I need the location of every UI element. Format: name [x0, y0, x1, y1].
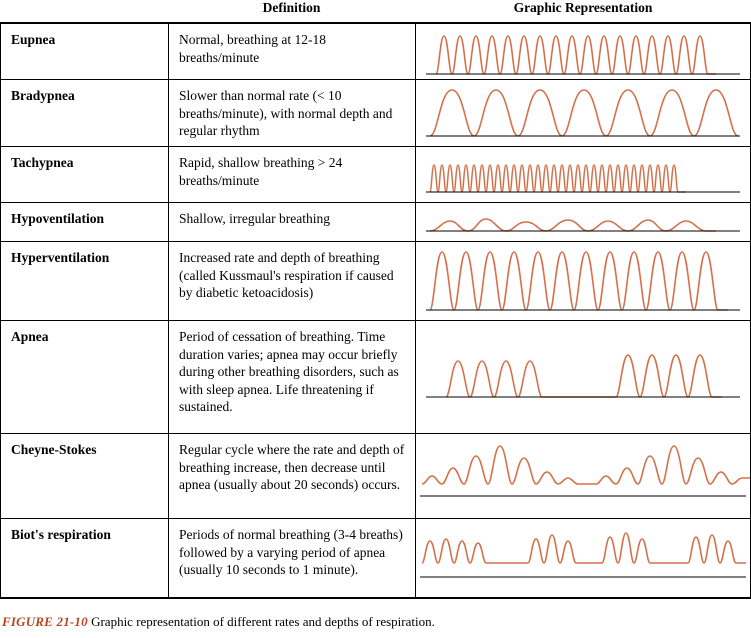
figure-caption: [2, 614, 742, 630]
graphic-cell: [416, 203, 750, 241]
figure-caption-text: Graphic representation of different rates and depths of respiration.: [91, 614, 435, 629]
definition-cell: Normal, breathing at 12-18 breaths/minute: [169, 24, 416, 79]
graphic-cell: [416, 434, 750, 518]
table-row: [1, 147, 750, 203]
definition-cell: Increased rate and depth of breathing (called Kussmaul's respiration if caused by diabetic ketoacidosis): [169, 242, 416, 320]
tachypnea-waveform: [416, 147, 750, 202]
graphic-cell: [416, 321, 750, 433]
definition-cell: Shallow, irregular breathing: [169, 203, 416, 241]
table-row: [1, 434, 750, 519]
figure-number: FIGURE 21-10: [2, 614, 88, 629]
header-graphic-representation: Graphic Representation: [513, 0, 653, 15]
table-row: [1, 24, 750, 80]
table-row: [1, 242, 750, 321]
definition-cell: Regular cycle where the rate and depth of breathing increase, then decrease until apnea (usually about 20 seconds) occurs.: [169, 434, 416, 518]
term-cell: Eupnea: [1, 24, 169, 79]
table-row: [1, 203, 750, 242]
graphic-cell: [416, 80, 750, 146]
graphic-cell: [416, 242, 750, 320]
hypoventilation-waveform: [416, 203, 750, 241]
definition-cell: Rapid, shallow breathing > 24 breaths/minute: [169, 147, 416, 202]
hyperventilation-waveform: [416, 242, 750, 320]
cheyne-stokes-waveform: [416, 434, 750, 518]
definition-cell: Slower than normal rate (< 10 breaths/minute), with normal depth and regular rhythm: [169, 80, 416, 146]
graphic-cell: [416, 519, 750, 597]
table-row: [1, 321, 750, 434]
term-cell: Biot's respiration: [1, 519, 169, 597]
bradypnea-waveform: [416, 80, 750, 146]
graphic-cell: [416, 147, 750, 202]
table-row: [1, 519, 750, 597]
eupnea-waveform: [416, 24, 750, 79]
term-cell: Hypoventilation: [1, 203, 169, 241]
definition-cell: Periods of normal breathing (3-4 breaths) followed by a varying period of apnea (usually 10 seconds to 1 minute).: [169, 519, 416, 597]
graphic-cell: [416, 24, 750, 79]
term-cell: Apnea: [1, 321, 169, 433]
apnea-waveform: [416, 321, 750, 433]
respiration-table: [0, 22, 751, 599]
term-cell: Tachypnea: [1, 147, 169, 202]
term-cell: Bradypnea: [1, 80, 169, 146]
term-cell: Hyperventilation: [1, 242, 169, 320]
table-row: [1, 80, 750, 147]
table-header: [0, 0, 751, 22]
term-cell: Cheyne-Stokes: [1, 434, 169, 518]
header-definition: Definition: [262, 0, 321, 15]
definition-cell: Period of cessation of breathing. Time duration varies; apnea may occur briefly during other breathing disorders, such as with sleep apnea. Life threatening if sustained.: [169, 321, 416, 433]
biots-respiration-waveform: [416, 519, 750, 597]
